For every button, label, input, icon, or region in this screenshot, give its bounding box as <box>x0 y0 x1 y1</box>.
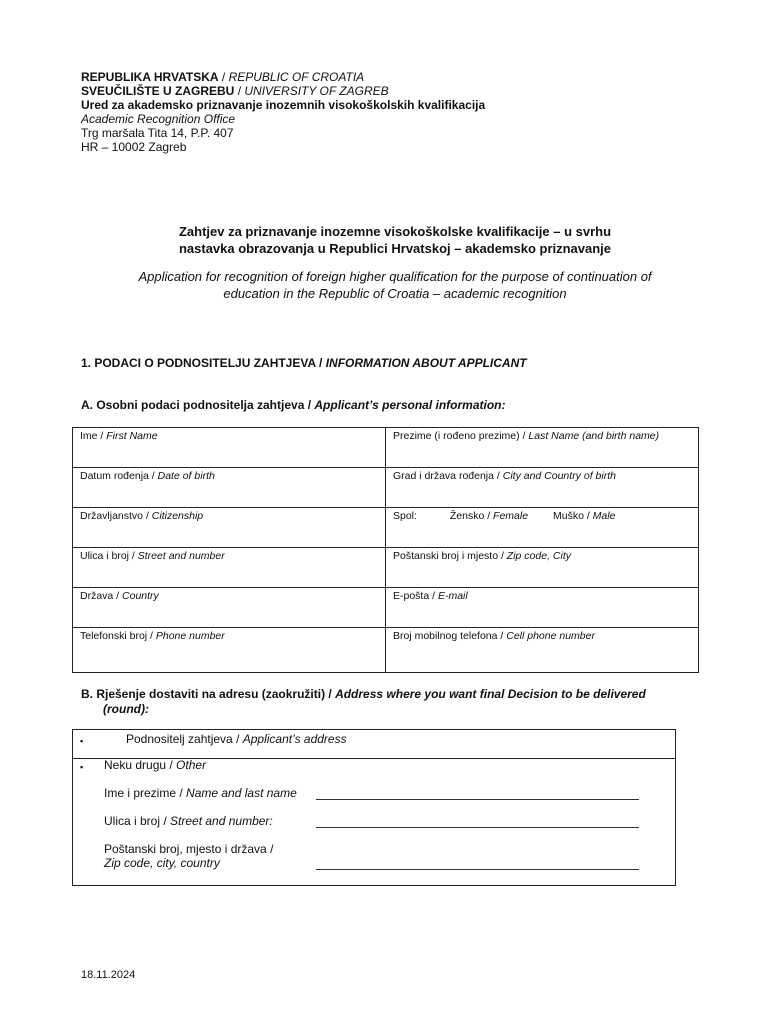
form-title-hr-line1: Zahtjev za priznavanje inozemne visokoškolske kvalifikacije – u svrhu <box>178 224 612 239</box>
section-1-heading: 1. PODACI O PODNOSITELJU ZAHTJEVA / INFORMATION ABOUT APPLICANT <box>81 356 527 370</box>
other-zip-input-line[interactable] <box>316 869 639 870</box>
street-number-field[interactable]: Ulica i broj / Street and number <box>73 548 386 588</box>
gender-label: Spol: <box>393 510 417 522</box>
form-title-en-line1: Application for recognition of foreign higher qualification for the purpose of continuation of <box>138 269 652 284</box>
zip-city-field[interactable]: Poštanski broj i mjesto / Zip code, City <box>386 548 699 588</box>
gender-option-female[interactable]: Žensko / Female <box>449 510 529 522</box>
section-a-heading: A. Osobni podaci podnositelja zahtjeva / Applicant’s personal information: <box>81 398 506 412</box>
form-title-en <box>20 268 770 302</box>
header-line-republic: REPUBLIKA HRVATSKA / REPUBLIC OF CROATIA <box>81 70 365 84</box>
date-of-birth-field[interactable]: Datum rođenja / Date of birth <box>73 468 386 508</box>
section-b-heading-line1: B. Rješenje dostaviti na adresu (zaokružiti) / Address where you want final Decision to be delivered <box>81 687 646 701</box>
header-line-city: HR – 10002 Zagreb <box>81 140 187 154</box>
table-row <box>73 548 699 588</box>
office-header <box>81 70 485 154</box>
gender-field <box>386 508 699 548</box>
other-zip-label-hr: Poštanski broj, mjesto i država / <box>104 842 274 856</box>
email-field[interactable]: E-pošta / E-mail <box>386 588 699 628</box>
header-line-office-en: Academic Recognition Office <box>81 112 236 126</box>
header-line-office-hr: Ured za akademsko priznavanje inozemnih visokoškolskih kvalifikacija <box>81 98 486 112</box>
other-zip-label-en: Zip code, city, country <box>104 856 220 870</box>
form-title-hr <box>20 223 770 257</box>
document-date: 18.11.2024 <box>81 969 136 981</box>
address-option-applicant[interactable] <box>72 729 676 759</box>
applicant-address-label: Podnositelj zahtjeva / Applicant’s address <box>126 732 347 746</box>
phone-field[interactable]: Telefonski broj / Phone number <box>73 628 386 673</box>
first-name-field[interactable]: Ime / First Name <box>73 428 386 468</box>
table-row <box>73 468 699 508</box>
table-row <box>73 588 699 628</box>
gender-option-male[interactable]: Muško / Male <box>552 510 616 522</box>
bullet-icon: ▪ <box>80 736 84 746</box>
last-name-field[interactable]: Prezime (i rođeno prezime) / Last Name (and birth name) <box>386 428 699 468</box>
personal-info-table <box>72 427 699 673</box>
table-row <box>73 628 699 673</box>
address-option-other <box>72 757 676 886</box>
other-street-input-line[interactable] <box>316 827 639 828</box>
form-title-hr-line2: nastavka obrazovanja u Republici Hrvatskoj – akademsko priznavanje <box>178 241 612 256</box>
country-field[interactable]: Država / Country <box>73 588 386 628</box>
city-country-of-birth-field[interactable]: Grad i država rođenja / City and Country of birth <box>386 468 699 508</box>
section-b-heading <box>81 687 721 717</box>
form-title-en-line2: education in the Republic of Croatia – academic recognition <box>223 286 567 301</box>
header-line-university: SVEUČILIŠTE U ZAGREBU / UNIVERSITY OF ZAGREB <box>81 84 389 98</box>
other-name-label: Ime i prezime / Name and last name <box>104 786 297 800</box>
other-address-label[interactable]: Neku drugu / Other <box>104 758 207 772</box>
section-b-heading-line2: (round): <box>103 702 149 716</box>
other-name-input-line[interactable] <box>316 799 639 800</box>
header-line-street: Trg maršala Tita 14, P.P. 407 <box>81 126 234 140</box>
table-row <box>73 508 699 548</box>
cell-phone-field[interactable]: Broj mobilnog telefona / Cell phone number <box>386 628 699 673</box>
table-row <box>73 428 699 468</box>
citizenship-field[interactable]: Državljanstvo / Citizenship <box>73 508 386 548</box>
bullet-icon: ▪ <box>80 762 84 772</box>
other-street-label: Ulica i broj / Street and number: <box>104 814 273 828</box>
